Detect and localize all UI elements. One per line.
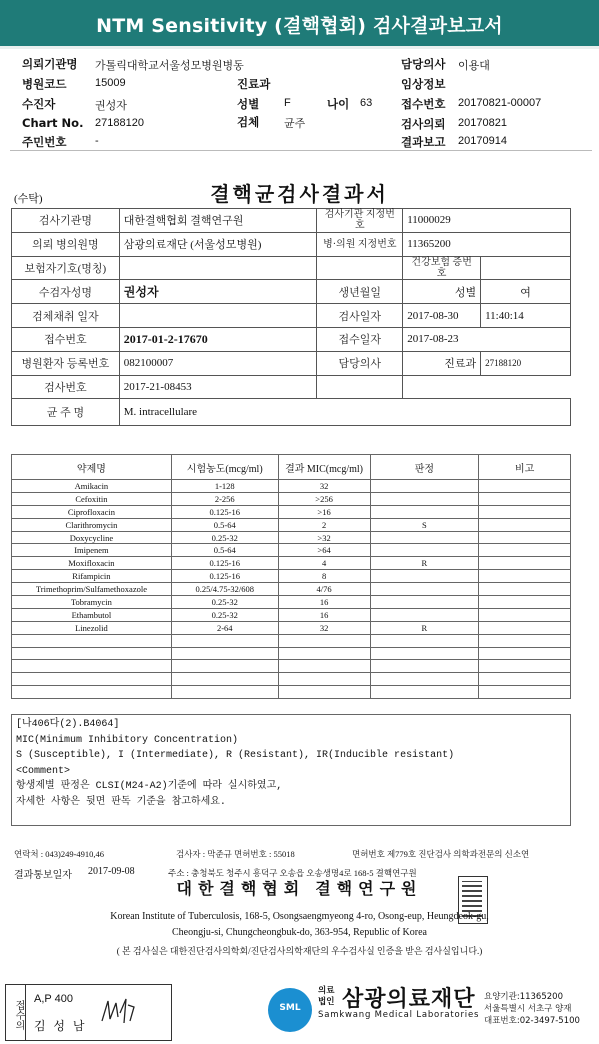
document-title: 결핵균검사결과서 [210,184,389,206]
table-row [12,647,571,660]
doctor-value: 이용대 [458,60,490,72]
table-cell: Cefoxitin [12,492,172,505]
table-cell: 32 [278,480,370,493]
table-cell [171,686,278,699]
info-label: 접수일자 [317,327,403,351]
table-row [12,399,571,426]
hospital-label: 의뢰기관명 [22,57,78,71]
info-label: 병·의원 지정번호 [317,232,403,256]
table-cell [479,544,571,557]
table-cell [479,557,571,570]
info-label: 균 주 명 [12,399,120,426]
reception-stamp [5,984,172,1041]
consignment-mark: (수탁) [14,193,43,205]
table-cell [370,660,479,673]
table-row [12,531,571,544]
table-cell [479,660,571,673]
table-cell: 0.25-32 [171,608,278,621]
info-label: 검체채취 일자 [12,304,120,328]
table-cell: 0.5-64 [171,518,278,531]
table-row [12,256,571,280]
info-label: 의뢰 병의원명 [12,232,120,256]
table-row [12,351,571,375]
info-label: 담당의사 [317,351,403,375]
table-cell [278,634,370,647]
table-cell: 0.5-64 [171,544,278,557]
drug-table-body [12,480,571,699]
table-cell [171,647,278,660]
table-row [12,660,571,673]
table-cell [171,634,278,647]
table-row [12,673,571,686]
table-cell: 4/76 [278,583,370,596]
table-cell: 0.125-16 [171,505,278,518]
note-line: <Comment> [16,765,71,777]
table-cell: Rifampicin [12,570,172,583]
table-cell [278,660,370,673]
table-cell: 2-64 [171,621,278,634]
table-cell: >256 [278,492,370,505]
table-cell [12,634,172,647]
lab-footer [0,982,599,1044]
info-value [119,304,317,328]
hospital-value: 가톨릭대학교서울성모병원병동 [95,60,244,72]
clinical-label: 임상정보 [401,77,446,91]
table-row [12,686,571,699]
table-cell: 16 [278,608,370,621]
chart-label: Chart No. [22,116,84,130]
table-cell [479,596,571,609]
drug-susceptibility-table [11,454,571,699]
table-row [12,518,571,531]
column-header: 판정 [370,455,479,480]
report-banner [0,0,599,49]
table-row [12,634,571,647]
english-address-line1: Korean Institute of Tuberculosis, 168-5, Osongsaengmyeong 4-ro, Osong-eup, Heungdeok-gu, [110,911,489,922]
specimen-value: 균주 [284,118,306,130]
info-value: M. intracellulare [119,399,570,426]
info-value: 권성자 [119,280,317,304]
corp-name: 삼광의료재단 [342,987,476,1012]
table-cell [479,583,571,596]
report-header [0,50,599,150]
table-cell [12,660,172,673]
table-cell: 16 [278,596,370,609]
report-title: NTM Sensitivity (결핵협회) 검사결과보고서 [96,15,503,37]
note-line: [나406다(2).B4064] [16,719,120,730]
column-header: 시험농도(mcg/ml) [171,455,278,480]
stamp-code: A,P 400 [34,993,73,1005]
table-cell: 2-256 [171,492,278,505]
table-row [12,304,571,328]
table-cell [370,634,479,647]
lab-phone: 대표번호:02-3497-5100 [484,1016,580,1026]
table-row [12,375,571,399]
corp-prefix: 의료 법인 [318,986,335,1007]
table-row [12,209,571,233]
table-cell: Linezolid [12,621,172,634]
info-label: 검사기관명 [12,209,120,233]
info-value: 2017-01-2-17670 [119,327,317,351]
table-cell: 2 [278,518,370,531]
table-row [12,492,571,505]
header-divider [10,150,592,151]
ssn-label: 주민번호 [22,135,67,149]
table-cell [479,608,571,621]
table-cell: 4 [278,557,370,570]
info-empty [317,375,403,399]
info-label: 진료과 [403,351,481,375]
table-cell [370,673,479,686]
table-cell: R [370,621,479,634]
table-cell: 0.125-16 [171,570,278,583]
note-line: MIC(Minimum Inhibitory Concentration) [16,734,239,746]
table-cell [479,492,571,505]
info-value [481,256,571,280]
info-value: 27188120 [481,351,571,375]
corp-english-name: Samkwang Medical Laboratories [318,1010,480,1020]
specimen-label: 검체 [237,115,260,129]
table-cell [479,505,571,518]
notify-date: 2017-09-08 [88,866,135,877]
info-value: 삼광의료재단 (서울성모병원) [119,232,317,256]
info-empty [403,375,571,399]
table-row [12,544,571,557]
logo-text: SML [279,1003,301,1013]
table-cell: 32 [278,621,370,634]
info-value: 11:40:14 [481,304,571,328]
note-line: 항생제별 판정은 CLSI(M24-A2)기준에 따라 실시하였고, [16,781,283,792]
table-cell [479,518,571,531]
korean-address: 주소 : 충청북도 청주시 흥덕구 오송읍 오송생명4로 168-5 결핵연구원 [168,868,417,878]
info-label: 수검자성명 [12,280,120,304]
table-row [12,570,571,583]
institute-name: 대한결핵협회 결핵연구원 [176,881,423,898]
column-header: 비고 [479,455,571,480]
info-value [119,256,317,280]
chart-value: 27188120 [95,117,144,129]
dept-label: 진료과 [237,77,271,91]
column-header: 약제명 [12,455,172,480]
table-cell [370,570,479,583]
table-cell: Clarithromycin [12,518,172,531]
table-cell [278,673,370,686]
table-cell: R [370,557,479,570]
table-cell [479,570,571,583]
table-row [12,608,571,621]
ssn-value: - [95,135,99,147]
patient-info-table [11,208,571,426]
info-label: 병원환자 등록번호 [12,351,120,375]
table-cell [370,596,479,609]
receipt-label: 접수번호 [401,97,446,111]
sex-value: F [284,97,291,109]
table-row [12,621,571,634]
age-label: 나이 [327,97,350,111]
stamp-vertical-label: 접수의 [6,985,26,1040]
org-code: 요양기관:11365200 [484,992,563,1002]
stamp-staff: 김 성 남 [34,1019,87,1033]
table-cell: 8 [278,570,370,583]
tester-info: 검사자 : 막준규 면허번호 : 55018 [176,849,295,859]
table-cell [278,647,370,660]
lab-address: 서울특별시 서초구 양재 [484,1004,572,1014]
code-value: 15009 [95,77,126,89]
table-cell [370,608,479,621]
report-date-label: 결과보고 [401,135,446,149]
info-value: 11000029 [403,209,571,233]
table-cell: Ethambutol [12,608,172,621]
table-cell: Moxifloxacin [12,557,172,570]
table-cell: Trimethoprim/Sulfamethoxazole [12,583,172,596]
english-address-line2: Cheongju-si, Chungcheongbuk-do, 363-954, Republic of Korea [172,927,427,938]
table-row [12,505,571,518]
info-label: 검사번호 [12,375,120,399]
info-value: 082100007 [119,351,317,375]
table-row [12,583,571,596]
table-row [12,280,571,304]
contact-info: 연락처 : 043)249-4910,46 [14,849,105,859]
table-cell [479,480,571,493]
table-header-row [12,455,571,480]
table-cell [479,673,571,686]
table-cell [171,673,278,686]
table-cell: >64 [278,544,370,557]
table-cell: 0.25/4.75-32/608 [171,583,278,596]
table-cell: >16 [278,505,370,518]
table-cell [479,634,571,647]
sex-label: 성별 [237,97,260,111]
table-cell [370,583,479,596]
certification-note: ( 본 검사실은 대한진단검사의학회/진단검사의학재단의 우수검사실 인증을 받은 검사실입니다.) [116,946,483,956]
info-label: 생년월일 [317,280,403,304]
receipt-value: 20170821-00007 [458,97,542,109]
info-value: 대한결핵협회 결핵연구원 [119,209,317,233]
table-cell [12,686,172,699]
note-line: S (Susceptible), I (Intermediate), R (Resistant), IR(Inducible resistant) [16,750,455,761]
table-cell [278,686,370,699]
table-cell [370,531,479,544]
table-cell [479,686,571,699]
table-cell: 1-128 [171,480,278,493]
request-label: 검사의뢰 [401,117,446,131]
table-cell [370,480,479,493]
signature-mark [98,995,138,1029]
doctor-label: 담당의사 [401,57,446,71]
info-value: 2017-21-08453 [119,375,317,399]
table-cell [479,621,571,634]
table-row [12,480,571,493]
info-value: 여 [481,280,571,304]
info-value: 2017-08-30 [403,304,481,328]
table-cell [12,673,172,686]
request-value: 20170821 [458,117,507,129]
table-cell [370,505,479,518]
patient-label: 수진자 [22,97,56,111]
scanned-result-document [0,170,599,980]
table-cell: 0.125-16 [171,557,278,570]
notes-box [11,714,571,826]
table-cell: Tobramycin [12,596,172,609]
table-cell [479,531,571,544]
info-empty [317,256,403,280]
info-value: 11365200 [403,232,571,256]
info-value: 2017-08-23 [403,327,571,351]
table-cell [370,544,479,557]
report-date-value: 20170914 [458,135,507,147]
table-row [12,327,571,351]
info-label: 보험자기호(명칭) [12,256,120,280]
table-cell: Imipenem [12,544,172,557]
table-cell [370,492,479,505]
info-label: 성별 [403,280,481,304]
table-cell: Ciprofloxacin [12,505,172,518]
patient-value: 권성자 [95,100,127,112]
table-cell [370,686,479,699]
table-cell: S [370,518,479,531]
table-cell [370,647,479,660]
table-cell: 0.25-32 [171,596,278,609]
table-row [12,232,571,256]
info-label: 건강보험 증번호 [403,256,481,280]
table-row [12,596,571,609]
notify-label: 결과통보일자 [14,870,72,881]
table-cell: >32 [278,531,370,544]
age-value: 63 [360,97,373,109]
info-label: 검사기관 지정번호 [317,209,403,233]
table-cell: Doxycycline [12,531,172,544]
table-cell: 0.25-32 [171,531,278,544]
table-cell [171,660,278,673]
code-label: 병원코드 [22,77,67,91]
sml-logo-icon [268,988,312,1032]
info-label: 검사일자 [317,304,403,328]
table-cell: Amikacin [12,480,172,493]
table-row [12,557,571,570]
table-cell [12,647,172,660]
table-cell [479,647,571,660]
info-label: 접수번호 [12,327,120,351]
license-info: 면허번호 제779호 진단검사 의학과전문의 신소연 [352,849,530,859]
column-header: 결과 MIC(mcg/ml) [278,455,370,480]
note-line: 자세한 사항은 뒷면 판독 기준을 참고하세요. [16,796,226,808]
